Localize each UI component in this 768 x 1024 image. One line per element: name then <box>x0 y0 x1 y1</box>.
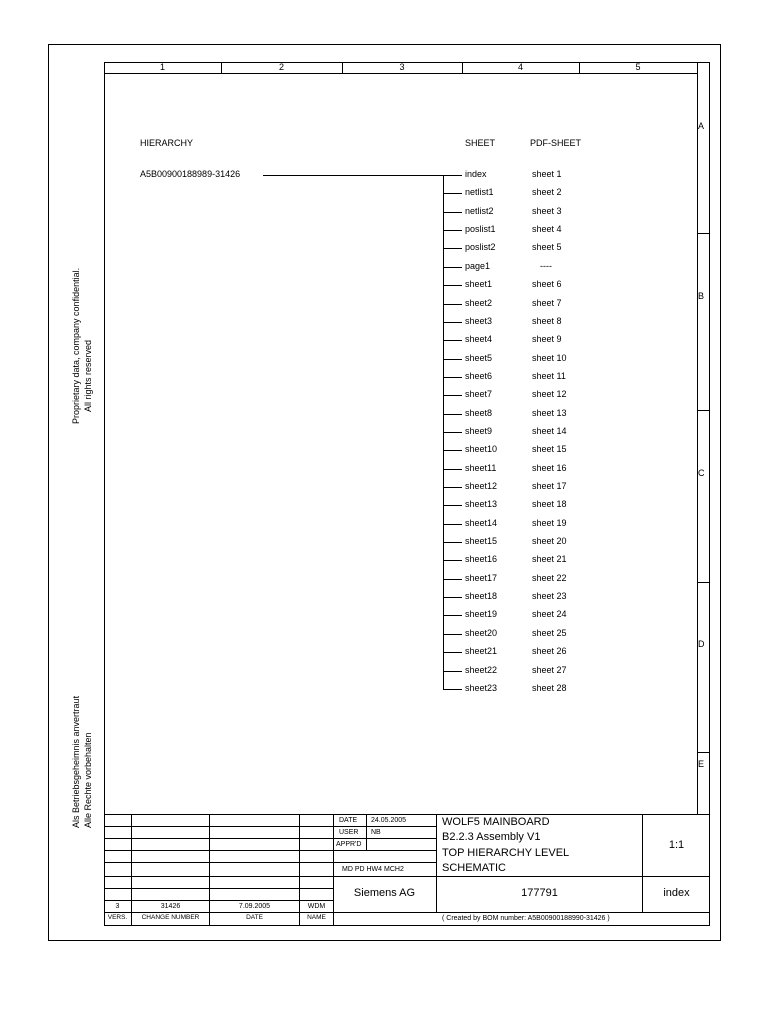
tree-branch-tick <box>443 248 462 249</box>
tree-sheet-name: sheet8 <box>465 407 493 418</box>
tree-branch-tick <box>443 285 462 286</box>
hdr-vers: VERS. <box>107 914 128 921</box>
side-note-upper <box>70 268 94 424</box>
tree-sheet-name: sheet2 <box>465 297 493 308</box>
created-by-note: ( Created by BOM number: A5B00900188990-31426 ) <box>442 915 610 922</box>
tree-pdf-sheet: sheet 25 <box>532 627 567 638</box>
tree-pdf-sheet: sheet 8 <box>532 315 562 326</box>
row-divider <box>697 582 710 583</box>
column-label-3: 3 <box>399 62 405 72</box>
frame-right-zone-line <box>697 62 698 814</box>
tree-branch-tick <box>443 597 462 598</box>
tree-branch-tick <box>443 432 462 433</box>
tree-pdf-sheet: sheet 27 <box>532 664 567 675</box>
tree-branch-tick <box>443 414 462 415</box>
side-note-lower <box>70 696 94 828</box>
title-line-1: WOLF5 MAINBOARD <box>442 816 550 828</box>
tree-sheet-name: sheet13 <box>465 499 498 510</box>
tree-branch-tick <box>443 175 462 176</box>
row-divider <box>697 752 710 753</box>
tree-pdf-sheet: sheet 22 <box>532 572 567 583</box>
tree-branch-tick <box>443 450 462 451</box>
tree-pdf-sheet: sheet 19 <box>532 517 567 528</box>
rev-grid-line <box>104 876 710 877</box>
tree-branch-tick <box>443 560 462 561</box>
tree-sheet-name: sheet16 <box>465 554 498 565</box>
tree-pdf-sheet: sheet 26 <box>532 646 567 657</box>
tree-sheet-name: sheet6 <box>465 370 493 381</box>
title-line-3: TOP HIERARCHY LEVEL <box>442 847 570 859</box>
drawing-frame <box>104 62 710 926</box>
tree-sheet-name: sheet5 <box>465 352 493 363</box>
tree-pdf-sheet: sheet 16 <box>532 462 567 473</box>
tree-branch-tick <box>443 542 462 543</box>
tree-sheet-name: sheet1 <box>465 279 493 290</box>
tree-pdf-sheet: sheet 20 <box>532 536 567 546</box>
tree-branch-tick <box>443 469 462 470</box>
tree-pdf-sheet: sheet 21 <box>532 554 567 565</box>
drawing-number: 177791 <box>521 887 558 899</box>
tree-sheet-name: netlist2 <box>465 205 494 216</box>
side-note-upper-line1: Proprietary data, company confidential. <box>71 267 81 424</box>
tree-pdf-sheet: sheet 4 <box>532 224 562 235</box>
tree-branch-tick <box>443 671 462 672</box>
frame-top-zone-line <box>104 73 697 74</box>
date-label: DATE <box>339 817 358 824</box>
row-label-a: A <box>698 121 705 131</box>
tree-sheet-name: sheet11 <box>465 462 497 473</box>
tree-branch-tick <box>443 212 462 213</box>
tree-sheet-name: sheet3 <box>465 315 493 326</box>
tree-pdf-sheet: sheet 17 <box>532 481 567 491</box>
tree-sheet-name: sheet21 <box>465 646 498 657</box>
hierarchy-label: HIERARCHY <box>140 138 194 148</box>
hdr-date: DATE <box>246 914 263 921</box>
tree-pdf-sheet: sheet 13 <box>532 407 567 418</box>
hierarchy-root: A5B00900188989-31426 <box>140 169 241 179</box>
date-value: 24.05.2005 <box>371 817 407 824</box>
title-line-4: SCHEMATIC <box>442 862 506 874</box>
tree-sheet-name: sheet20 <box>465 627 498 638</box>
tree-sheet-name: sheet17 <box>465 572 498 583</box>
tree-sheet-name: sheet9 <box>465 425 493 436</box>
info-row-line <box>333 850 436 851</box>
tree-sheet-name: poslist2 <box>465 242 496 253</box>
row-divider <box>697 410 710 411</box>
title-line-2: B2.2.3 Assembly V1 <box>442 831 541 843</box>
tree-sheet-name: sheet22 <box>465 664 498 675</box>
tree-sheet-name: sheet7 <box>465 389 493 400</box>
tree-sheet-name: page1 <box>465 260 491 271</box>
tree-branch-tick <box>443 689 462 690</box>
tree-pdf-sheet: sheet 10 <box>532 352 567 363</box>
tree-branch-tick <box>443 395 462 396</box>
tree-pdf-sheet: sheet 6 <box>532 279 562 290</box>
info-row-line <box>333 862 436 863</box>
tree-branch-tick <box>443 524 462 525</box>
info-col-line <box>366 814 367 850</box>
dept-label: MD PD HW4 MCH2 <box>342 866 404 873</box>
tree-branch-tick <box>443 230 462 231</box>
tree-branch-tick <box>443 267 462 268</box>
hdr-change-number: CHANGE NUMBER <box>141 914 200 921</box>
tree-sheet-name: netlist1 <box>465 187 494 198</box>
tree-sheet-name: poslist1 <box>465 224 496 235</box>
tree-pdf-sheet: sheet 15 <box>532 444 567 455</box>
sheet-name: index <box>663 887 690 899</box>
tree-pdf-sheet: sheet 28 <box>532 682 567 693</box>
tree-pdf-sheet: sheet 2 <box>532 187 562 198</box>
row-divider <box>697 233 710 234</box>
user-value: NB <box>371 829 381 836</box>
tree-pdf-sheet: sheet 24 <box>532 609 567 620</box>
tree-sheet-name: sheet15 <box>465 536 498 546</box>
tree-pdf-sheet: sheet 7 <box>532 297 562 308</box>
column-label-2: 2 <box>278 62 284 72</box>
column-label-5: 5 <box>635 62 641 72</box>
tree-sheet-name: sheet18 <box>465 591 498 601</box>
row-label-c: C <box>698 468 705 478</box>
tree-branch-tick <box>443 322 462 323</box>
tree-branch-tick <box>443 304 462 305</box>
tree-branch-tick <box>443 359 462 360</box>
tree-sheet-name: sheet23 <box>465 682 498 693</box>
tree-pdf-sheet: sheet 23 <box>532 591 567 601</box>
side-note-upper-line2: All rights reserved <box>83 339 93 412</box>
tree-pdf-sheet: ---- <box>540 260 552 271</box>
tree-pdf-sheet: sheet 12 <box>532 389 567 400</box>
tree-branch-tick <box>443 340 462 341</box>
info-col-line <box>436 814 437 876</box>
scale-value: 1:1 <box>668 839 685 851</box>
tree-pdf-sheet: sheet 3 <box>532 205 562 216</box>
pdf-sheet-header: PDF-SHEET <box>530 138 582 148</box>
tree-pdf-sheet: sheet 9 <box>532 334 562 345</box>
root-connector-line <box>263 175 462 176</box>
column-label-4: 4 <box>517 62 523 72</box>
tree-branch-tick <box>443 377 462 378</box>
apprd-label: APPR'D <box>336 841 362 848</box>
info-row-line <box>333 838 436 839</box>
tree-branch-tick <box>443 505 462 506</box>
tree-branch-tick <box>443 652 462 653</box>
tree-pdf-sheet: sheet 11 <box>532 370 566 381</box>
tree-branch-tick <box>443 487 462 488</box>
tree-branch-tick <box>443 579 462 580</box>
tree-sheet-name: sheet12 <box>465 481 498 491</box>
info-row-line <box>333 826 436 827</box>
tree-branch-tick <box>443 615 462 616</box>
titleblock-top-line <box>104 814 710 815</box>
tree-pdf-sheet: sheet 14 <box>532 425 567 436</box>
tree-branch-tick <box>443 193 462 194</box>
tree-pdf-sheet: sheet 18 <box>532 499 567 510</box>
rev-change-number: 31426 <box>160 903 181 910</box>
row-label-b: B <box>698 291 705 301</box>
column-label-1: 1 <box>159 62 165 72</box>
rev-col-line <box>333 814 334 926</box>
hdr-name: NAME <box>307 914 326 921</box>
rev-date: 7.09.2005 <box>238 903 271 910</box>
sheet-header: SHEET <box>465 138 496 148</box>
rev-grid-line <box>104 912 710 913</box>
side-note-lower-line2: Alle Rechte vorbehalten <box>83 732 93 828</box>
user-label: USER <box>339 829 359 836</box>
side-note-lower-line1: Als Betriebsgeheimnis anvertraut <box>71 695 81 828</box>
tree-pdf-sheet: sheet 1 <box>532 169 562 179</box>
row-label-d: D <box>698 639 705 649</box>
tree-sheet-name: index <box>465 169 487 179</box>
tree-sheet-name: sheet19 <box>465 609 498 620</box>
row-label-e: E <box>698 759 705 769</box>
tree-sheet-name: sheet10 <box>465 444 498 455</box>
rev-version: 3 <box>115 903 120 910</box>
company-name: Siemens AG <box>353 887 416 899</box>
tree-sheet-name: sheet4 <box>465 334 493 345</box>
tree-branch-tick <box>443 634 462 635</box>
tree-sheet-name: sheet14 <box>465 517 498 528</box>
rev-name: WDM <box>307 903 326 910</box>
tree-pdf-sheet: sheet 5 <box>532 242 562 253</box>
